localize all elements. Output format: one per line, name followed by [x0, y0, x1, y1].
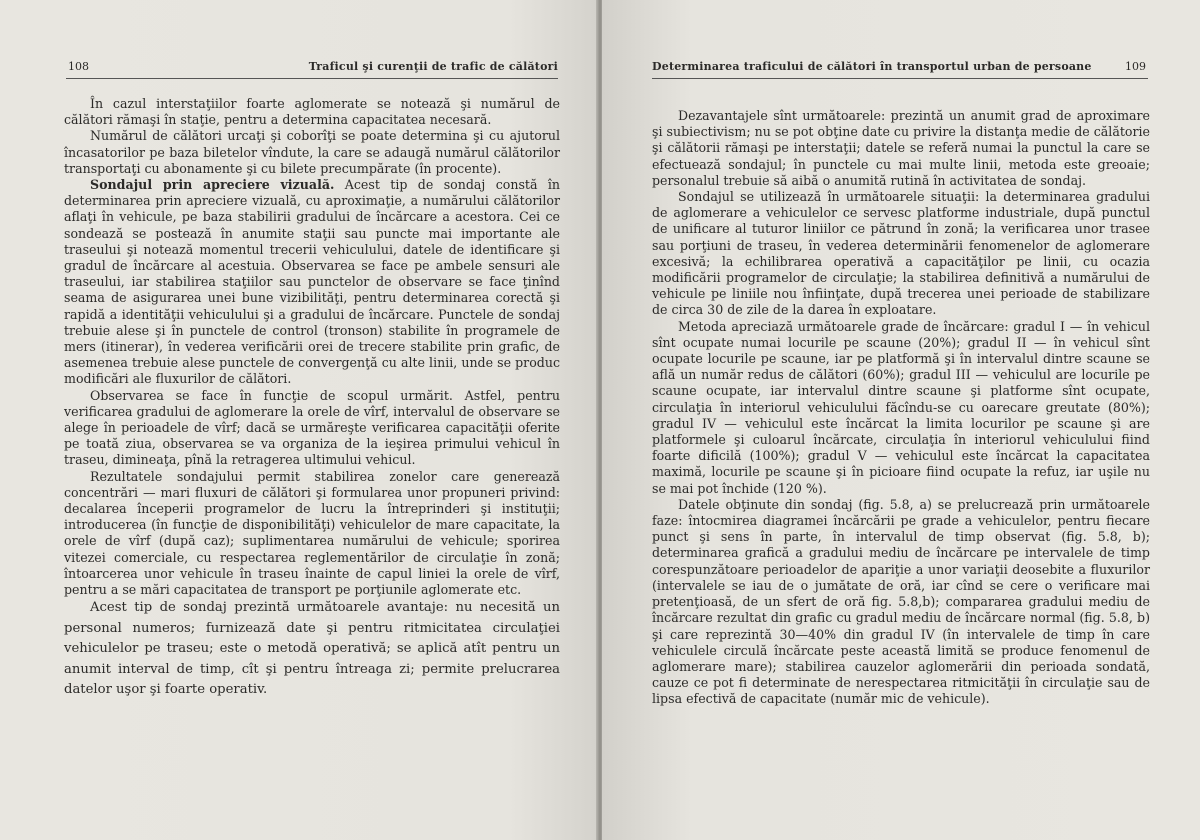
right-page-body	[652, 108, 1150, 708]
paragraph: Numărul de călători urcaţi şi coborîţi se poate determina şi cu ajutorul încasatorilor pe baza biletelor vîndute, la care se adaugă numărul călătorilor transportaţi cu abonamente şi cu bilete precumpărate (în procente).	[64, 128, 560, 176]
right-running-head: Determinarea traficului de călători în transportul urban de persoane	[652, 60, 1092, 73]
left-page-header	[66, 58, 558, 79]
left-running-head: Traficul şi curenţii de trafic de călători	[308, 60, 558, 73]
paragraph-text: Acest tip de sondaj constă în determinarea prin apreciere vizuală, cu aproximaţie, a numărului călătorilor aflaţi în vehicule, pe baza stabilirii gradului de încărcare a acestora. Cei ce sondează se postează în anumite staţii sau puncte mai importante ale traseului şi notează momentul trecerii vehiculului, datele de identificare şi gradul de încărcare al acestuia. Observarea se face pe ambele sensuri ale traseului, iar stabilirea staţiilor sau punctelor de observare se face ţinînd seama de asigurarea unei bune vizibilităţi, pentru determinarea corectă şi rapidă a identităţii vehiculului şi a gradului de încărcare. Punctele de sondaj trebuie alese şi în punctele de control (tronson) stabilite în programele de mers (itinerar), în vederea verificării orei de trecere stabilite prin grafic, de asemenea trebuie alese punctele de convergenţă cu alte linii, unde se produc modificări ale fluxurilor de călători.	[64, 177, 561, 387]
section-heading: Sondajul prin apreciere vizuală.	[90, 177, 335, 193]
paragraph: În cazul interstaţiilor foarte aglomerate se notează şi numărul de călători rămaşi în staţie, pentru a determina capacitatea necesară.	[64, 96, 560, 128]
paragraph: Observarea se face în funcţie de scopul urmărit. Astfel, pentru verificarea gradului de aglomerare la orele de vîrf, intervalul de observare se alege în perioadele de vîrf; dacă se urmăreşte verificarea capacităţii oferite pe toată ziua, observarea se va organiza de la ieşirea primului vehicul în traseu, dimineaţa, pînă la retragerea ultimului vehicul.	[64, 387, 560, 468]
paragraph: Datele obţinute din sondaj (fig. 5.8, a) se prelucrează prin următoarele faze: întocmirea diagramei încărcării pe grade a vehiculelor, pentru fiecare punct şi sens în parte, în intervalul de timp observat (fig. 5.8, b); determinarea grafică a gradului mediu de încărcare pe intervalele de timp corespunzătoare perioadelor de apariţie a unor variaţii deosebite a fluxurilor (intervalele se iau de o jumătate de oră, iar cînd se cere o verificare mai pretenţioasă, de un sfert de oră fig. 5.8,b); compararea gradului mediu de încărcare rezultat din grafic cu gradul mediu de încărcare normal (fig. 5.8, b) şi care reprezintă 30—40% din gradul IV (în intervalele de timp în care vehiculele circulă încărcate peste această limită se produce fenomenul de aglomerare mare); stabilirea cauzelor aglomerării din perioada sondată, cauze ce pot fi determinate de nerespectarea ritmicităţii în circulaţie sau de lipsa efectivă de capacitate (număr mic de vehicule).	[652, 496, 1150, 707]
paragraph: Dezavantajele sînt următoarele: prezintă un anumit grad de aproximare şi subiectivism; nu se pot obţine date cu privire la distanţa medie de călătorie şi călătorii rămaşi pe interstaţii; datele se referă numai la punctul la care se efectuează sondajul; în punctele cu mai multe linii, metoda este greoaie; personalul trebuie să aibă o anumită rutină în activitatea de sondaj.	[652, 108, 1150, 188]
paragraph: Sondajul se utilizează în următoarele situaţii: la determinarea gradului de aglomerare a vehiculelor ce servesc platforme industriale, după punctul de unificare al tuturor liniilor ce pătrund în zonă; la verificarea unor trasee sau porţiuni de traseu, în vederea determinării fenomenelor de aglomerare excesivă; la echilibrarea operativă a capacităţilor pe linii, cu ocazia modificării programelor de circulaţie; la stabilirea definitivă a numărului de vehicule pe liniile nou înfiinţate, după trecerea unei perioade de stabilizare de circa 30 de zile de la darea în exploatare.	[652, 189, 1150, 318]
right-page-number: 109	[1125, 60, 1146, 73]
right-page-header	[652, 58, 1148, 79]
left-page-number: 108	[68, 60, 89, 73]
paragraph: Metoda apreciază următoarele grade de încărcare: gradul I — în vehicul sînt ocupate numai locurile pe scaune (20%); gradul II — în vehicul sînt ocupate locurile pe scaune, iar pe platformă şi în intervalul dintre scaune se află un număr redus de călători (60%); gradul III — vehiculul are locurile pe scaune ocupate, iar intervalul dintre scaune şi platforme sînt ocupate, circulaţia în interiorul vehiculului făcîndu-se cu oarecare greutate (80%); gradul IV — vehiculul este încărcat la limita locurilor pe scaune şi are platformele şi culoarul încărcate, circulaţia în interiorul vehiculului fiind foarte dificilă (100%); gradul V — vehiculul este încărcat la capacitatea maximă, locurile pe scaune şi în picioare fiind ocupate la refuz, iar uşile nu se mai pot închide (120 %).	[652, 318, 1150, 496]
paragraph: Acest tip de sondaj prezintă următoarele avantaje: nu necesită un personal numeros; furnizează date şi pentru ritmicitatea circulaţiei vehiculelor pe traseu; este o metodă operativă; se aplică atît pentru un anumit interval de timp, cît şi pentru întreaga zi; permite prelucrarea datelor uşor şi foarte operativ.	[64, 600, 560, 698]
left-page-body	[64, 96, 560, 701]
paragraph: Rezultatele sondajului permit stabilirea zonelor care generează concentrări — mari fluxuri de călători şi formularea unor propuneri privind: decalarea începerii programelor de lucru la întreprinderi şi instituţii; introducerea (în funcţie de disponibilităţi) vehiculelor de mare capacitate, la orele de vîrf (după caz); suplimentarea numărului de vehicule; sporirea vitezei comerciale, cu respectarea reglementărilor de circulaţie în zonă; întoarcerea unor vehicule în traseu înainte de capul liniei la orele de vîrf, pentru a se mări capacitatea de transport pe porţiunile aglomerate etc.	[64, 468, 560, 598]
right-page	[602, 0, 1200, 840]
paragraph-sondaj	[64, 177, 560, 388]
left-page	[0, 0, 598, 840]
